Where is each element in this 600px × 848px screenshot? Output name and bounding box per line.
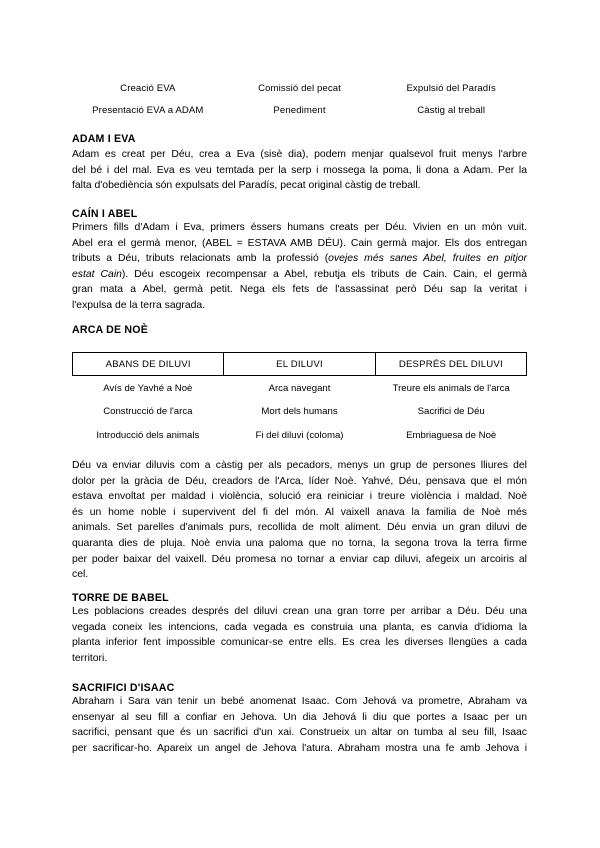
- section-title-adam: ADAM I EVA: [72, 133, 136, 145]
- noe-table-row: [72, 377, 527, 400]
- noe-header-cell: ABANS DE DILUVI: [105, 358, 191, 370]
- summary-cell: Penediment: [273, 104, 326, 116]
- paragraph-cain: [72, 220, 527, 314]
- text-line: vegada coneix les intencions, cada vegada es construia una planta, es canvia d'idioma la: [72, 621, 527, 633]
- section-title-cain: CAÍN I ABEL: [72, 208, 138, 220]
- summary-cell: Expulsió del Paradís: [406, 82, 496, 94]
- text-line: per poder baixar del vaixell. Déu promesa no tornar a enviar cap diluvi, afegeix un arcoiris al: [72, 553, 527, 565]
- text-line: Abraham i Sara van tenir un bebé anomenat Isaac. Com Jehová va prometre, Abraham va: [72, 696, 527, 707]
- noe-cell: Construcció de l'arca: [103, 406, 193, 418]
- text-line: sacrifici, pensant que és un sacrifici d'un xai. Construeix un altar on tumba al seu fill, Isaac: [72, 727, 527, 739]
- paragraph-noe: [72, 458, 527, 583]
- noe-header-cell: EL DILUVI: [223, 353, 374, 375]
- paragraph-babel: [72, 604, 527, 666]
- noe-cell: Sacrifici de Déu: [417, 406, 485, 418]
- text-line: ensenyar al seu fill a confiar en Jehova. Un dia Jehová li diu que portes a Isaac per un: [72, 711, 527, 723]
- noe-cell: Mort dels humans: [261, 406, 338, 418]
- text-line: [72, 267, 527, 283]
- text-line: del bé i del mal. Eva es veu temtada per la serp i mossega la poma, li dona a Adam. Per la: [72, 164, 527, 176]
- summary-cell: Comissió del pecat: [258, 82, 341, 94]
- text-line: Adam es creat per Déu, crea a Eva (sisè dia), podem menjar qualsevol fruit menys l'arbre: [72, 149, 527, 160]
- text-line: quaranta dies de pluja. Noè envia una paloma que no torna, la segona trova la terra firme: [72, 537, 527, 549]
- text-line: dolor per la gràcia de Déu, creadors de l'Arca, líder Noè. Yahvé, Déu, pensava que el món: [72, 475, 527, 487]
- noe-cell: Avís de Yavhé a Noè: [103, 383, 193, 395]
- text-line: [72, 251, 527, 267]
- paragraph-adam: [72, 147, 527, 194]
- text-line: estava envoltat per maldad i violència, solució era reiniciar i treure violència i maldad. Noè: [72, 491, 527, 503]
- summary-table: [72, 77, 527, 121]
- noe-table-row: [72, 400, 527, 423]
- noe-cell: Treure els animals de l'arca: [392, 383, 510, 395]
- noe-cell: Embriaguesa de Noè: [406, 429, 497, 441]
- text-line: és un home noble i supervivent del fi del món. Al vaixell anava la familia de Noè més: [72, 506, 527, 518]
- text-line: Abel era el germà menor, (ABEL = ESTAVA AMB DÉU). Cain germà major. Els dos entregan: [72, 237, 527, 249]
- text-line: Les poblacions creades després del diluvi crean una gran torre per arribar a Déu. Déu una: [72, 606, 527, 617]
- paragraph-isaac: [72, 694, 527, 756]
- summary-row: [72, 77, 527, 99]
- section-title-isaac: SACRIFICI D'ISAAC: [72, 682, 175, 694]
- text-line: per sacrificar-ho. Apareix un angel de Jehova l'atura. Abraham mostra una fe amb Jehova i: [72, 742, 527, 754]
- text-line: planta inferior fent impossible comunicar-se entre ells. Es crea les diverses llengües a cada: [72, 637, 527, 649]
- summary-cell: Creació EVA: [120, 82, 176, 94]
- text-run: tributs a Déu, tributs relacionats amb la professió (: [72, 253, 329, 265]
- summary-cell: Càstig al treball: [417, 104, 486, 116]
- text-line: gran mata a Abel, germà petit. Nega els fets de l'assassinat però Déu sap la veritat i: [72, 284, 527, 296]
- text-line: territori.: [72, 652, 108, 664]
- italic-run: estat Cain: [72, 268, 122, 280]
- noe-cell: Arca navegant: [268, 383, 331, 395]
- summary-cell: Presentació EVA a ADAM: [92, 104, 204, 116]
- noe-header-cell: DESPRÉS DEL DILUVI: [375, 353, 526, 375]
- text-line: falta d'obediència són expulsats del Paradís, pecat original càstig de treball.: [72, 180, 421, 192]
- summary-row: [72, 99, 527, 121]
- noe-table-row: [72, 424, 527, 447]
- italic-run: ovejes més sanes Abel, fruites en pitjor: [328, 253, 527, 265]
- text-line: Primers fills d'Adam i Eva, primers éssers humans creats per Déu. Vivien en un món vuit.: [72, 222, 527, 233]
- text-line: Déu va enviar diluvis com a càstig per als pecadors, menys un grup de persones lliures del: [72, 460, 527, 471]
- text-run: ). Déu escogeix recompensar a Abel, rebutja els tributs de Cain. Cain, el germà: [121, 268, 527, 280]
- noe-table-header: [72, 352, 527, 376]
- text-line: animals. Set parelles d'animals purs, recollida de molt aliment. Déu envia un gran diluvi de: [72, 522, 527, 534]
- text-line: l'expulsa de la terra sagrada.: [72, 299, 206, 311]
- noe-cell: Fi del diluvi (coloma): [255, 429, 344, 441]
- noe-table-body: [72, 377, 527, 447]
- section-title-babel: TORRE DE BABEL: [72, 592, 169, 604]
- section-title-noe: ARCA DE NOÈ: [72, 324, 148, 336]
- noe-cell: Introducció dels animals: [96, 429, 200, 441]
- text-line: cel.: [72, 569, 89, 581]
